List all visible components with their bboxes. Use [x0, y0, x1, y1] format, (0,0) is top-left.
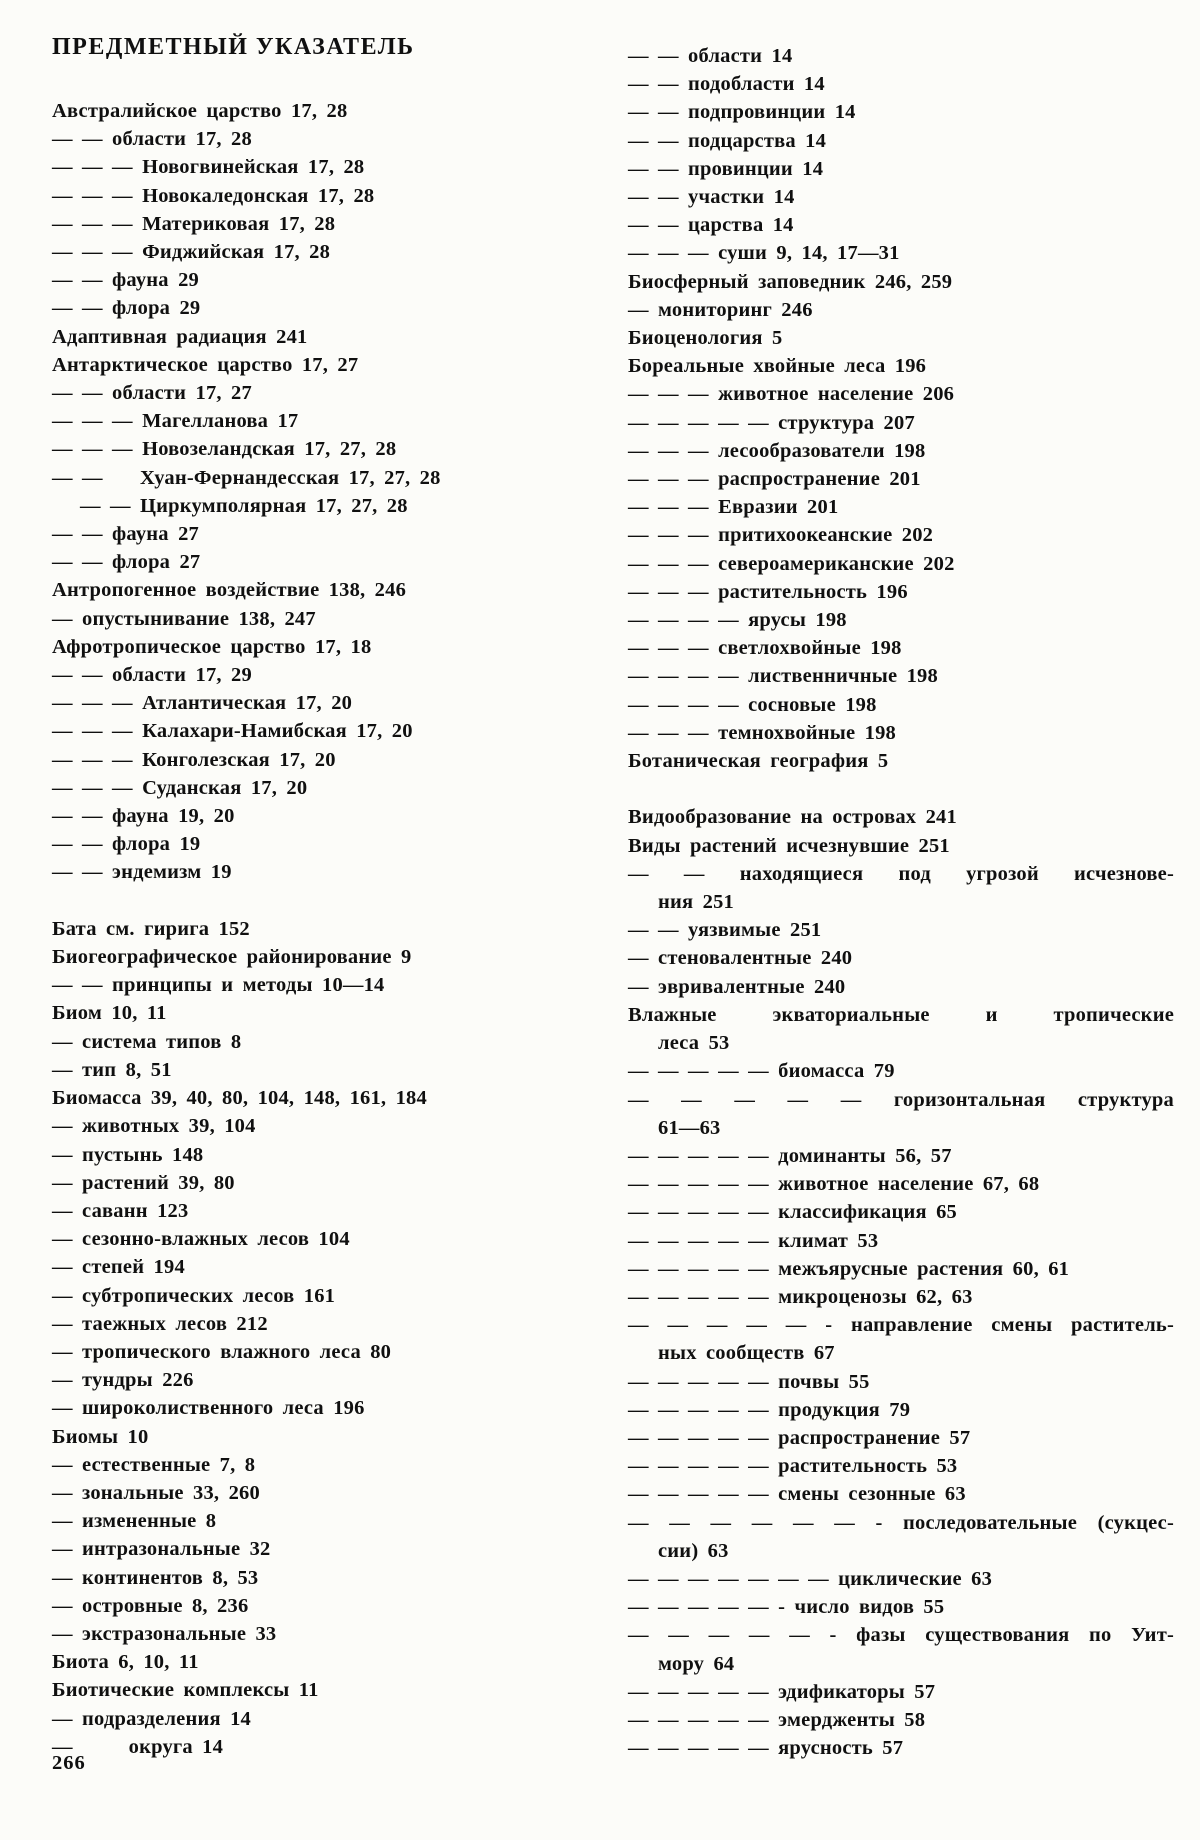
index-column-left — [52, 97, 538, 1761]
index-line: — зональные 33, 260 — [52, 1481, 260, 1504]
index-line: Виды растений исчезнувшие 251 — [628, 834, 950, 857]
index-line: Антропогенное воздействие 138, 246 — [52, 579, 407, 602]
index-line: — округа 14 — [52, 1735, 224, 1758]
index-line: — — фауна 29 — [52, 269, 199, 292]
index-line: Биоценология 5 — [628, 327, 783, 350]
index-line: — — — — — растительность 53 — [628, 1455, 958, 1478]
index-line: — тропического влажного леса 80 — [52, 1340, 392, 1363]
index-line: — — — — — климат 53 — [628, 1229, 879, 1252]
index-line: — стеновалентные 240 — [628, 947, 853, 970]
index-line: — — — суши 9, 14, 17—31 — [628, 242, 900, 265]
index-line: Влажные экваториальные и тропические — [628, 1003, 1174, 1026]
index-line: — — принципы и методы 10—14 — [52, 974, 385, 997]
index-line: — — — — — - число видов 55 — [628, 1596, 945, 1619]
index-line: — саванн 123 — [52, 1199, 189, 1222]
index-line: — — — — — микроценозы 62, 63 — [628, 1285, 973, 1308]
index-line: — — — Новокаледонская 17, 28 — [52, 184, 375, 207]
index-line: — — — — — почвы 55 — [628, 1370, 870, 1393]
index-line: — опустынивание 138, 247 — [52, 607, 316, 630]
index-line: — — — — сосновые 198 — [628, 693, 877, 716]
index-line: ных сообществ 67 — [658, 1342, 835, 1365]
index-line: — мониторинг 246 — [628, 298, 813, 321]
index-line: — степей 194 — [52, 1256, 185, 1279]
index-line: Биомасса 39, 40, 80, 104, 148, 161, 184 — [52, 1087, 427, 1110]
index-line: — — подцарства 14 — [628, 129, 827, 152]
index-line: — животных 39, 104 — [52, 1115, 256, 1138]
index-line: — — провинции 14 — [628, 157, 824, 180]
index-line: Биогеографическое районирование 9 — [52, 946, 412, 969]
index-line: — — — Атлантическая 17, 20 — [52, 692, 353, 715]
index-line: — таежных лесов 212 — [52, 1312, 268, 1335]
index-line: — — области 17, 27 — [52, 382, 252, 405]
index-line: — — — — — распространение 57 — [628, 1426, 971, 1449]
index-line: — — — — — классификация 65 — [628, 1201, 957, 1224]
index-line: — — — — — горизонтальная структура — [628, 1088, 1174, 1111]
index-line: — континентов 8, 53 — [52, 1566, 259, 1589]
index-line: — измененные 8 — [52, 1510, 217, 1533]
index-line: — — находящиеся под угрозой исчезнове- — [628, 862, 1174, 885]
index-line: — система типов 8 — [52, 1030, 242, 1053]
index-line: Ботаническая география 5 — [628, 750, 889, 773]
index-line: — — участки 14 — [628, 186, 795, 209]
index-line: — интразональные 32 — [52, 1538, 271, 1561]
index-line: — — — — — доминанты 56, 57 — [628, 1144, 952, 1167]
index-line: Адаптивная радиация 241 — [52, 325, 308, 348]
index-line: Антарктическое царство 17, 27 — [52, 353, 359, 376]
index-line: мору 64 — [658, 1652, 735, 1675]
index-line: — — подпровинции 14 — [628, 101, 856, 124]
index-line: — — — — — - фазы существования по Уит- — [628, 1624, 1174, 1647]
index-line: — — подобласти 14 — [628, 73, 825, 96]
index-line: — — — Новозеландская 17, 27, 28 — [52, 438, 397, 461]
index-line: — — области 17, 29 — [52, 664, 252, 687]
index-line: — — — Магелланова 17 — [52, 410, 299, 433]
index-line: — экстразональные 33 — [52, 1622, 277, 1645]
index-line: — — — притихоокеанские 202 — [628, 524, 934, 547]
index-line: Бата см. гирига 152 — [52, 917, 250, 940]
index-line: — — флора 27 — [52, 551, 201, 574]
index-line: — — — — — смены сезонные 63 — [628, 1483, 966, 1506]
index-line: — — — — — ярусность 57 — [628, 1737, 904, 1760]
index-line: — — фауна 27 — [52, 523, 199, 546]
index-line: Биом 10, 11 — [52, 1002, 167, 1025]
index-line: — — — североамериканские 202 — [628, 552, 955, 575]
index-line: — — — распространение 201 — [628, 468, 921, 491]
index-line: — — — — — структура 207 — [628, 411, 915, 434]
index-line: — — — — — биомасса 79 — [628, 1060, 895, 1083]
page-number: 266 — [52, 1752, 86, 1774]
index-line: — — — — — эмердженты 58 — [628, 1708, 926, 1731]
index-line: — — царства 14 — [628, 214, 794, 237]
index-line: — — Хуан-Фернандесская 17, 27, 28 — [52, 466, 441, 489]
index-line: сии) 63 — [658, 1539, 729, 1562]
index-line: леса 53 — [658, 1032, 730, 1055]
index-line: — — — — ярусы 198 — [628, 609, 847, 632]
index-line: — естественные 7, 8 — [52, 1453, 256, 1476]
index-line: Австралийское царство 17, 28 — [52, 100, 348, 122]
index-line: ния 251 — [658, 891, 734, 914]
index-line: — островные 8, 236 — [52, 1594, 249, 1617]
index-line: — широколиственного леса 196 — [52, 1397, 365, 1420]
index-line: — — — Суданская 17, 20 — [52, 776, 308, 799]
index-line: Биотические комплексы 11 — [52, 1679, 319, 1702]
index-line: — растений 39, 80 — [52, 1171, 235, 1194]
index-line: Биосферный заповедник 246, 259 — [628, 270, 953, 293]
index-line: — — — растительность 196 — [628, 580, 908, 603]
index-line: — сезонно-влажных лесов 104 — [52, 1228, 350, 1251]
index-line: — тундры 226 — [52, 1369, 194, 1392]
index-line: — — — — — межъярусные растения 60, 61 — [628, 1257, 1070, 1280]
index-line: Биомы 10 — [52, 1425, 149, 1448]
index-line: — — — — — эдификаторы 57 — [628, 1680, 936, 1703]
index-line: — подразделения 14 — [52, 1707, 251, 1730]
index-line: — — — Конголезская 17, 20 — [52, 748, 336, 771]
index-line: — — — — — — - последовательные (сукцес- — [628, 1511, 1174, 1534]
index-line: — — эндемизм 19 — [52, 861, 232, 884]
index-line: — пустынь 148 — [52, 1143, 204, 1166]
index-line: — — — светлохвойные 198 — [628, 637, 902, 660]
index-line: — — — — — продукция 79 — [628, 1398, 911, 1421]
index-line: — — флора 29 — [52, 297, 201, 320]
index-line: — — — темнохвойные 198 — [628, 721, 896, 744]
index-line: — — Циркумполярная 17, 27, 28 — [52, 494, 408, 517]
index-line: 61—63 — [658, 1116, 721, 1139]
index-line: — — фауна 19, 20 — [52, 805, 235, 828]
index-line: — — — Фиджийская 17, 28 — [52, 241, 331, 264]
index-column-right — [628, 42, 1174, 1762]
index-line: — тип 8, 51 — [52, 1058, 172, 1081]
index-line: Биота 6, 10, 11 — [52, 1651, 199, 1674]
index-line: — — флора 19 — [52, 833, 201, 856]
index-line: — — — — лиственничные 198 — [628, 665, 938, 688]
index-line: — — — — — - направление смены раститель- — [628, 1314, 1174, 1337]
index-line: — — — — — животное население 67, 68 — [628, 1173, 1040, 1196]
index-line: — — — Калахари-Намибская 17, 20 — [52, 720, 413, 743]
index-line: — субтропических лесов 161 — [52, 1284, 336, 1307]
index-line: — — — Новогвинейская 17, 28 — [52, 156, 365, 179]
index-line: — — уязвимые 251 — [628, 919, 822, 942]
index-line: — — области 17, 28 — [52, 128, 252, 151]
index-line: — — области 14 — [628, 45, 793, 67]
index-line: — эвривалентные 240 — [628, 975, 846, 998]
index-line: — — — Материковая 17, 28 — [52, 212, 336, 235]
index-line: Афротропическое царство 17, 18 — [52, 635, 372, 658]
index-line: Видообразование на островах 241 — [628, 806, 957, 829]
index-line: Бореальные хвойные леса 196 — [628, 355, 927, 378]
page-title: ПРЕДМЕТНЫЙ УКАЗАТЕЛЬ — [52, 34, 415, 60]
index-line: — — — животное население 206 — [628, 383, 955, 406]
index-line: — — — Евразии 201 — [628, 496, 839, 519]
index-line: — — — лесообразователи 198 — [628, 439, 926, 462]
index-line: — — — — — — — циклические 63 — [628, 1567, 993, 1590]
